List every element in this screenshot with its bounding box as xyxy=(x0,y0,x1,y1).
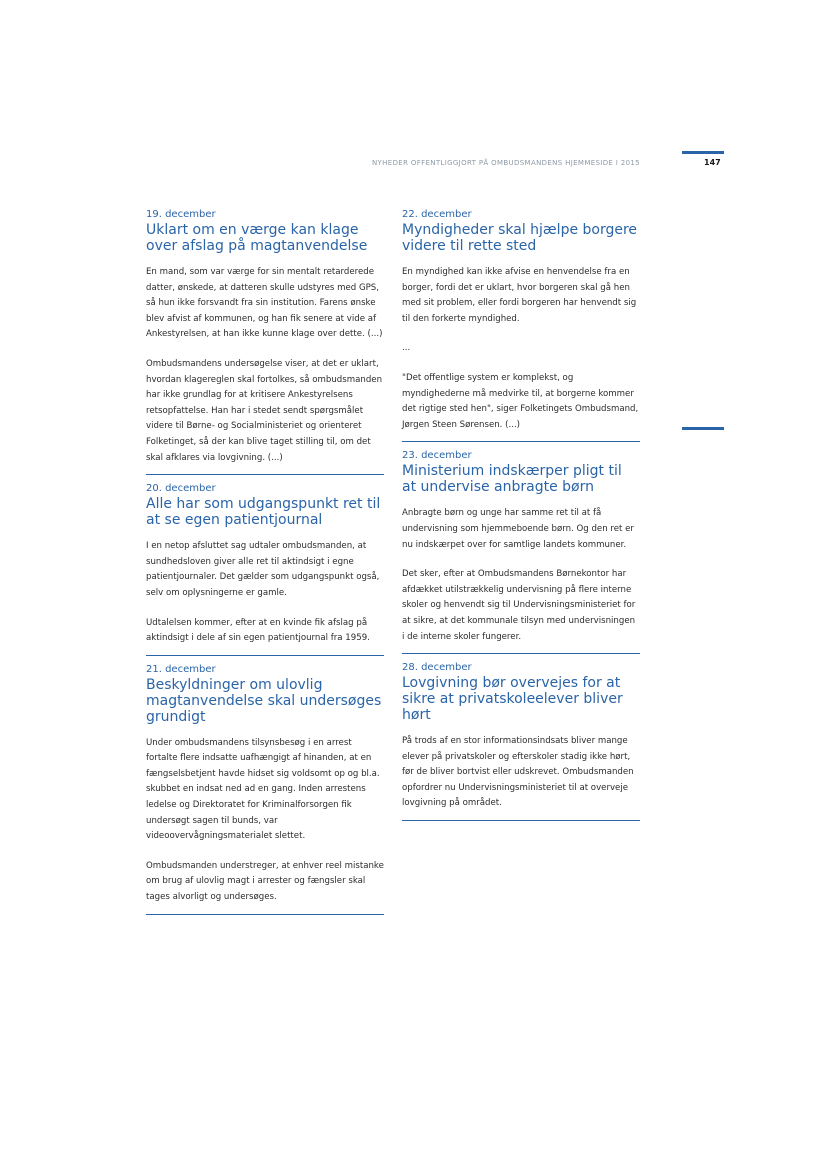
news-paragraph: En mand, som var værge for sin mentalt retarderede datter, ønskede, at datteren skulle udstyres med GPS, så hun ikke forsvandt fra sin institution. Farens ønske blev afvist af kommunen, og han fik senere at vide af Ankestyrelsen, at han ikke kunne klage over dette. (...) xyxy=(146,267,383,340)
news-paragraph: På trods af en stor informationsindsats bliver mange elever på privatskoler og efterskoler stadig ikke hørt, før de bliver bortvist eller udskrevet. Ombudsmanden opfordrer nu Undervisningsministeriet til at overveje lovgivning på området. xyxy=(402,736,634,809)
right-column xyxy=(402,209,640,829)
running-header: NYHEDER OFFENTLIGGJORT PÅ OMBUDSMANDENS HJEMMESIDE I 2015 xyxy=(371,159,640,167)
news-headline: Uklart om en værge kan klage over afslag på magtanvendelse xyxy=(146,222,368,254)
news-paragraph: Udtalelsen kommer, efter at en kvinde fik afslag på aktindsigt i dele af sin egen patientjournal fra 1959. xyxy=(146,617,370,644)
left-column xyxy=(146,209,384,923)
news-item xyxy=(146,483,384,647)
news-date: 21. december xyxy=(146,663,216,675)
news-paragraph: Ombudsmanden understreger, at enhver reel mistanke om brug af ulovlig magt i arrester og fængsler skal tages alvorligt og undersøges. xyxy=(146,860,384,903)
news-headline: Beskyldninger om ulovlig magtanvendelse skal undersøges grundigt xyxy=(146,676,382,725)
news-quote-paragraph: "Det offentlige system er komplekst, og myndighederne må medvirke til, at borgerne kommer det rigtige sted hen", siger Folketingets Ombudsmand, Jørgen Steen Sørensen. (...) xyxy=(402,372,639,430)
page-number: 147 xyxy=(704,158,721,167)
margin-accent-rule xyxy=(682,427,724,430)
news-paragraph: Det sker, efter at Ombudsmandens Børnekontor har afdækket utilstrækkelig undervisning på flere interne skoler og henvendt sig til Undervisningsministeriet for at sikre, at det kommunale tilsyn med undervisningen i de interne skoler fungerer. xyxy=(402,569,636,642)
news-item xyxy=(402,450,640,645)
news-paragraph: Ombudsmandens undersøgelse viser, at det er uklart, hvordan klagereglen skal fortolkes, så ombudsmanden har ikke grundlag for at kritisere Ankestyrelsens retsopfattelse. Han har i stedet sendt spørgsmålet videre til Børne- og Socialministeriet og orienteret Folketinget, så der kan blive taget stilling til, om det skal afklares via lovgivning. (...) xyxy=(146,358,383,463)
news-item xyxy=(146,209,384,466)
news-paragraph: I en netop afsluttet sag udtaler ombudsmanden, at sundhedsloven giver alle ret til aktindsigt i egne patientjournaler. Det gælder som udgangspunkt også, selv om oplysningerne er gamle. xyxy=(146,541,380,598)
header-accent-rule xyxy=(682,151,724,154)
ellipsis-marker: ... xyxy=(402,343,411,354)
news-item xyxy=(146,664,384,906)
news-headline: Alle har som udgangspunkt ret til at se egen patientjournal xyxy=(146,496,381,529)
section-divider xyxy=(402,653,640,654)
news-item xyxy=(402,662,640,812)
section-divider xyxy=(402,441,640,442)
news-date: 19. december xyxy=(146,209,216,220)
news-headline: Myndigheder skal hjælpe borgere videre til rette sted xyxy=(402,222,638,254)
news-paragraph: En myndighed kan ikke afvise en henvendelse fra en borger, fordi det er uklart, hvor borgeren skal gå hen med sit problem, eller fordi borgeren har henvendt sig til den forkerte myndighed. xyxy=(402,267,637,324)
section-divider xyxy=(146,474,384,475)
news-paragraph: Under ombudsmandens tilsynsbesøg i en arrest fortalte flere indsatte uafhængigt af hinanden, at en fængselsbetjent havde hidset sig voldsomt op og bl.a. skubbet en indsat ned ad en gang. Inden arrestens ledelse og Direktoratet for Kriminalforsorgen fik undersøgt sagen til bunds, var videoovervågningsmaterialet slettet. xyxy=(146,737,380,842)
news-date: 23. december xyxy=(402,450,472,462)
news-headline: Ministerium indskærper pligt til at undervise anbragte børn xyxy=(402,463,622,496)
section-divider xyxy=(402,820,640,821)
section-divider xyxy=(146,655,384,656)
section-divider xyxy=(146,914,384,915)
news-item xyxy=(402,209,640,433)
news-date: 20. december xyxy=(146,483,216,495)
news-date: 28. december xyxy=(402,662,472,674)
news-headline: Lovgivning bør overvejes for at sikre at privatskoleelever bliver hørt xyxy=(402,675,623,724)
news-paragraph: Anbragte børn og unge har samme ret til at få undervisning som hjemmeboende børn. Og den ret er nu indskærpet over for samtlige landets kommuner. xyxy=(402,508,634,550)
news-date: 22. december xyxy=(402,209,472,220)
